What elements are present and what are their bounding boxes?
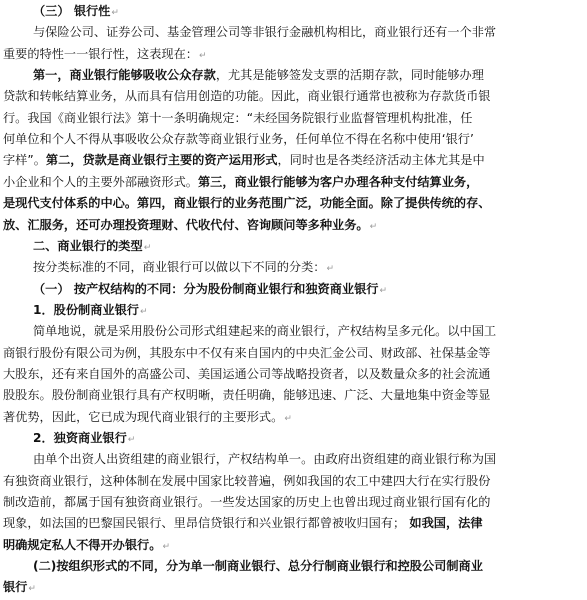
paragraph-return-icon: ↵ (28, 584, 36, 595)
paragraph-return-icon: ↵ (369, 221, 378, 232)
bold-text: 放、汇服务，还可办理投资理财、代收代付、咨询顾问等多种业务。 (3, 217, 369, 232)
text-line (3, 172, 585, 193)
body-text: 简单地说，就是采用股份公司形式组建起来的商业银行，产权结构呈多元化。以中国工 (33, 324, 497, 339)
bold-text: 1．股份制商业银行 (33, 302, 139, 317)
paragraph-return-icon: ↵ (379, 285, 388, 296)
body-text: 重要的特性一一银行性，这表现在： (3, 46, 198, 61)
text-line (3, 300, 587, 321)
text-line (3, 364, 585, 385)
bold-text: 如我国，法律 (405, 516, 483, 531)
paragraph-return-icon: ↵ (199, 50, 207, 61)
text-line (3, 535, 585, 556)
bold-text: (二)按组织形式的不同，分为单一制商业银行、总分行制商业银行和控股公司制商业 (33, 559, 483, 574)
bold-text: 是现代支付体系的中心。第四，商业银行的业务范围广泛，功能全面。除了提供传统的存、 (3, 196, 491, 211)
body-text: 商银行股份有限公司为例，其股东中不仅有来自国内的中央汇金公司、财政部、社保基金等 (3, 345, 491, 360)
text-line (3, 193, 585, 214)
body-text: ，尤其是能够签发支票的活期存款，同时能够办理 (215, 68, 484, 83)
body-text: 现象，如法国的巴黎国民银行、里昂信贷银行和兴业银行都曾被收归国有； (3, 516, 406, 531)
text-line (3, 556, 587, 577)
paragraph-return-icon: ↵ (111, 8, 119, 18)
text-line (3, 44, 585, 65)
paragraph-return-icon: ↵ (162, 541, 170, 552)
text-line (3, 65, 587, 86)
body-text: 小企业和个人的主要外部融资形式。 (3, 174, 198, 189)
text-line (3, 22, 587, 43)
body-text: 贷款和转帐结算业务，从而具有信用创造的功能。因此，商业银行通常也被称为存款货币银 (3, 89, 491, 104)
paragraph-return-icon: ↵ (127, 435, 136, 445)
bold-text: 第三，商业银行能够为客户办理各种支付结算业务， (198, 174, 479, 189)
text-line (3, 449, 587, 470)
paragraph-return-icon: ↵ (326, 264, 335, 275)
text-line (3, 385, 585, 406)
body-text: ，同时也是各类经济活动主体尤其是中 (277, 153, 485, 168)
body-text: 按分类标准的不同，商业银行可以做以下不同的分类： (33, 260, 326, 275)
text-line (3, 1, 587, 22)
text-line (3, 86, 585, 107)
text-line (3, 428, 587, 449)
paragraph-return-icon: ↵ (143, 242, 152, 253)
paragraph-return-icon: ↵ (139, 306, 148, 317)
text-line (3, 257, 587, 278)
body-text: 大股东，还有来自国外的高盛公司、美国运通公司等战略投资者，以及数量众多的社会流通 (3, 366, 491, 381)
text-line (3, 236, 587, 257)
bold-text: 明确规定私人不得开办银行。 (3, 537, 162, 552)
bold-text: 银行性 (73, 4, 111, 18)
text-line (3, 343, 585, 364)
body-text: 行。我国《商业银行法》第十一条明确规定：“未经国务院银行业监督管理机构批准，任 (3, 110, 473, 125)
body-text: 有独资商业银行，这种体制在发展中国家比较普遍，例如我国的农工中建四大行在实行股份 (3, 473, 491, 488)
bold-text: （一） 按产权结构的不同：分为股份制商业银行和独资商业银行 (33, 281, 379, 296)
body-text: 著优势，因此，它已成为现代商业银行的主要形式。 (3, 409, 284, 424)
bold-text: （三） (33, 4, 74, 18)
body-text: 制改造前，都属于国有独资商业银行。一些发达国家的历史上也曾出现过商业银行国有化的 (3, 495, 491, 510)
text-line (3, 577, 585, 598)
text-line (3, 279, 587, 300)
bold-text: 2．独资商业银行 (33, 431, 127, 445)
bold-text: 银行 (3, 580, 28, 595)
body-text: 字样”。 (3, 153, 46, 168)
bold-text: 二、商业银行的类型 (33, 238, 143, 253)
text-line (3, 492, 585, 513)
body-text: 由单个出资人出资组建的商业银行，产权结构单一。由政府出资组建的商业银行称为国 (33, 452, 497, 467)
text-line (3, 129, 585, 150)
text-line (3, 513, 585, 534)
bold-text: 第二，贷款是商业银行主要的资产运用形式 (45, 153, 278, 168)
body-text: 股股东。股份制商业银行具有产权明晰，责任明确，能够迅速、广泛、大量地集中资金等显 (3, 388, 491, 403)
text-line (3, 321, 587, 342)
body-text: 何单位和个人不得从事吸收公众存款等商业银行业务，任何单位不得在名称中使用‘银行’ (3, 132, 474, 147)
text-line (3, 407, 585, 428)
text-line (3, 471, 585, 492)
text-line (3, 150, 585, 171)
text-line (3, 215, 585, 236)
body-text: 与保险公司、证券公司、基金管理公司等非银行金融机构相比，商业银行还有一个非常 (33, 25, 497, 40)
paragraph-return-icon: ↵ (284, 413, 292, 424)
bold-text: 第一，商业银行能够吸收公众存款 (33, 68, 216, 83)
text-line (3, 108, 585, 129)
